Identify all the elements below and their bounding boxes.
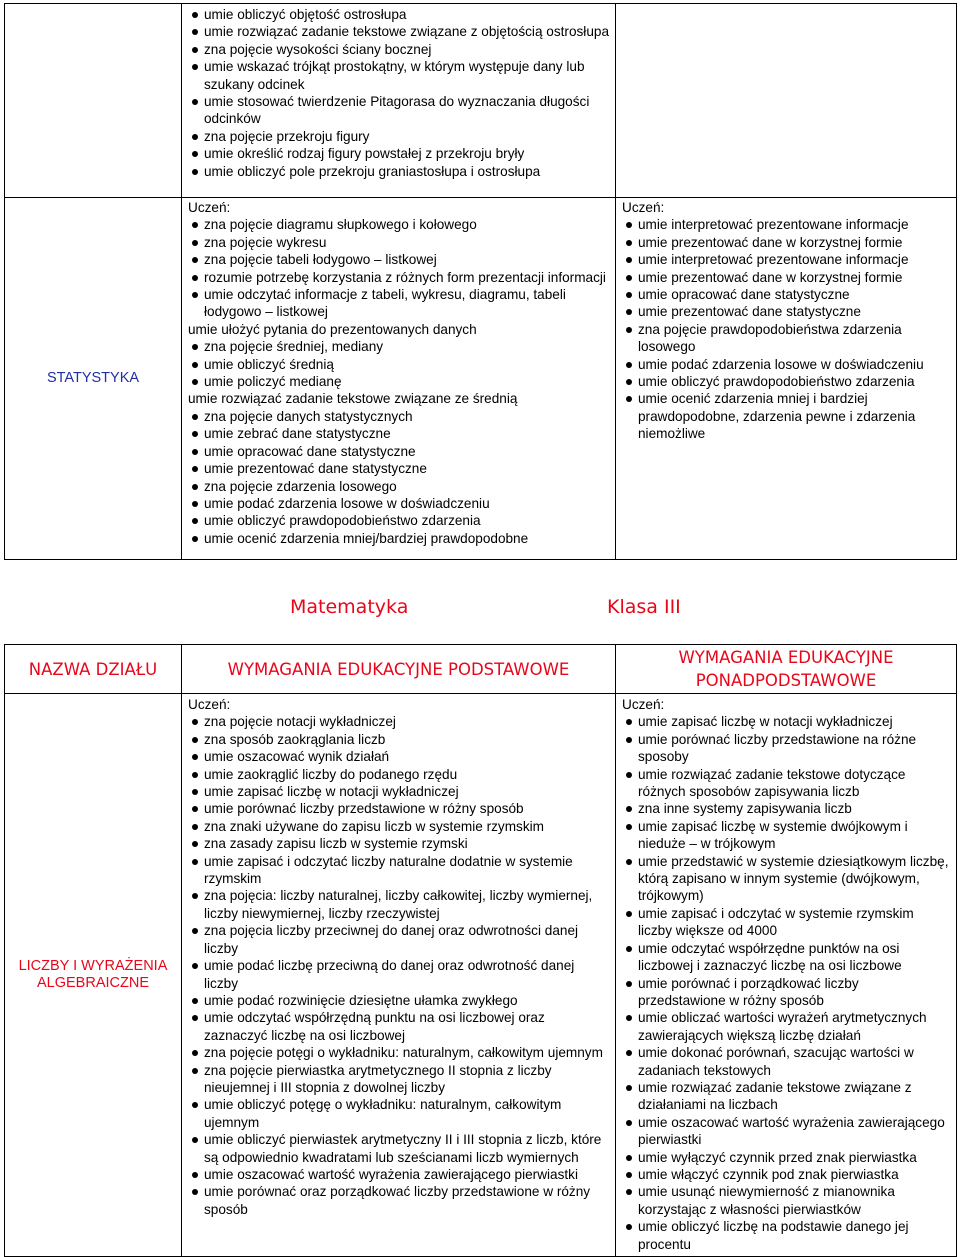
requirement-item: umie interpretować prezentowane informacje [622, 216, 950, 233]
requirement-item: zna pojęcia: liczby naturalnej, liczby całkowitej, liczby wymiernej, liczby niewymiernej, liczby rzeczywistej [188, 887, 609, 922]
requirement-item: umie wskazać trójkąt prostokątny, w którym występuje dany lub szukany odcinek [188, 58, 609, 93]
page-title-row [0, 596, 960, 626]
requirement-item: zna znaki używane do zapisu liczb w systemie rzymskim [188, 818, 609, 835]
requirement-item: umie odczytać współrzędną punktu na osi liczbowej oraz zaznaczyć liczbę na osi liczbowej [188, 1009, 609, 1044]
requirement-item: umie obliczyć prawdopodobieństwo zdarzenia [622, 373, 950, 390]
requirement-item: umie oszacować wartość wyrażenia zawierającego pierwiastki [188, 1166, 609, 1183]
section-label-statystyka [5, 198, 182, 560]
requirement-item: umie zapisać liczbę w systemie dwójkowym i nieduże – w trójkowym [622, 818, 950, 853]
requirement-item: zna zasady zapisu liczb w systemie rzymski [188, 835, 609, 852]
requirement-item: umie rozwiązać zadanie tekstowe związane z działaniami na liczbach [622, 1079, 950, 1114]
requirement-item: umie obliczyć średnią [188, 356, 609, 373]
requirement-item: rozumie potrzebę korzystania z różnych form prezentacji informacji [188, 269, 609, 286]
requirement-item: zna pojęcie przekroju figury [188, 128, 609, 145]
requirement-item: umie porównać liczby przedstawione w różny sposób [188, 800, 609, 817]
extended-requirements-list [622, 713, 950, 1253]
requirement-item: umie interpretować prezentowane informacje [622, 251, 950, 268]
requirement-item: umie obliczyć potęgę o wykładniku: naturalnym, całkowitym ujemnym [188, 1096, 609, 1131]
requirement-item: umie oszacować wynik działań [188, 748, 609, 765]
requirement-item: umie zaokrąglić liczby do podanego rzędu [188, 766, 609, 783]
basic-requirements-list [188, 216, 609, 547]
basic-requirements-cell [182, 694, 616, 1257]
student-intro: Uczeń: [622, 697, 665, 712]
requirement-item: umie obliczać wartości wyrażeń arytmetycznych zawierających większą liczbę działań [622, 1009, 950, 1044]
section-name: LICZBY I WYRAŻENIA ALGEBRAICZNE [18, 958, 168, 991]
subject-title: Matematyka [290, 596, 409, 618]
requirement-item: umie porównać liczby przedstawione na różne sposoby [622, 731, 950, 766]
requirement-item: umie policzyć medianę [188, 373, 609, 390]
requirement-item: umie porównać i porządkować liczby przedstawione w różny sposób [622, 975, 950, 1010]
numbers-expressions-table [4, 644, 957, 1257]
requirement-item: umie zapisać liczbę w notacji wykładniczej [188, 783, 609, 800]
requirement-item: umie odczytać informacje z tabeli, wykresu, diagramu, tabeli łodygowo – listkowej [188, 286, 609, 321]
requirement-item: umie wyłączyć czynnik przed znak pierwiastka [622, 1149, 950, 1166]
student-intro: Uczeń: [622, 200, 665, 215]
requirement-item: umie zapisać i odczytać w systemie rzymskim liczby większe od 4000 [622, 905, 950, 940]
requirement-item: umie opracować dane statystyczne [188, 443, 609, 460]
basic-requirements-cell [182, 198, 616, 560]
requirement-item: umie obliczyć prawdopodobieństwo zdarzenia [188, 512, 609, 529]
requirement-item: umie obliczyć pole przekroju graniastosłupa i ostrosłupa [188, 163, 609, 180]
basic-requirements-list [188, 713, 609, 1218]
requirement-item: umie porównać oraz porządkować liczby przedstawione w różny sposób [188, 1183, 609, 1218]
extended-requirements-list [622, 216, 950, 442]
requirement-item: zna pojęcie diagramu słupkowego i kołowego [188, 216, 609, 233]
requirement-item: umie ułożyć pytania do prezentowanych danych [188, 321, 477, 337]
requirement-item: umie odczytać współrzędne punktów na osi liczbowej i zaznaczyć liczbę na osi liczbowe [622, 940, 950, 975]
requirement-item: zna pojęcie pierwiastka arytmetycznego II stopnia z liczby nieujemnej i III stopnia z dowolnej liczby [188, 1062, 609, 1097]
requirement-item: zna inne systemy zapisywania liczb [622, 800, 950, 817]
requirement-item: zna pojęcie średniej, mediany [188, 338, 609, 355]
section-cell-empty [5, 4, 182, 198]
requirement-item: umie dokonać porównań, szacując wartości w zadaniach tekstowych [622, 1044, 950, 1079]
requirement-item: umie przedstawić w systemie dziesiątkowym liczbę, którą zapisano w innym systemie (dwójkowym, trójkowym) [622, 853, 950, 905]
requirement-item: umie rozwiązać zadanie tekstowe związane ze średnią [188, 391, 518, 407]
requirement-item: zna pojęcie zdarzenia losowego [188, 478, 609, 495]
extended-requirements-cell [616, 694, 957, 1257]
requirement-item: umie rozwiązać zadanie tekstowe dotyczące różnych sposobów zapisywania liczb [622, 766, 950, 801]
header-basic-requirements: WYMAGANIA EDUKACYJNE PODSTAWOWE [182, 645, 616, 694]
requirement-item: zna pojęcie notacji wykładniczej [188, 713, 609, 730]
requirement-item: umie prezentować dane statystyczne [188, 460, 609, 477]
extended-requirements-cell [616, 198, 957, 560]
requirement-item: umie prezentować dane statystyczne [622, 303, 950, 320]
requirement-item: umie zebrać dane statystyczne [188, 425, 609, 442]
grade-title: Klasa III [607, 596, 681, 618]
requirement-item: umie rozwiązać zadanie tekstowe związane z objętością ostrosłupa [188, 23, 609, 40]
header-section-name: NAZWA DZIAŁU [5, 645, 182, 694]
requirement-item: umie usunąć niewymierność z mianownika korzystając z własności pierwiastków [622, 1183, 950, 1218]
requirement-item: umie włączyć czynnik pod znak pierwiastka [622, 1166, 950, 1183]
section-label-liczby [5, 694, 182, 1257]
requirement-item: umie obliczyć objętość ostrosłupa [188, 6, 609, 23]
requirement-item: umie ocenić zdarzenia mniej i bardziej prawdopodobne, zdarzenia pewne i zdarzenia niemożliwe [622, 390, 950, 442]
requirement-item: zna pojęcie potęgi o wykładniku: naturalnym, całkowitym ujemnym [188, 1044, 609, 1061]
basic-requirements-list-top [188, 6, 609, 180]
requirement-item: zna pojęcie tabeli łodygowo – listkowej [188, 251, 609, 268]
requirement-item: umie określić rodzaj figury powstałej z przekroju bryły [188, 145, 609, 162]
requirement-item: zna pojęcie danych statystycznych [188, 408, 609, 425]
extended-requirements-cell-top [616, 4, 957, 198]
header-extended-requirements: WYMAGANIA EDUKACYJNE PONADPODSTAWOWE [616, 645, 957, 694]
requirement-item: umie ocenić zdarzenia mniej/bardziej prawdopodobne [188, 530, 609, 547]
requirement-item: zna pojęcia liczby przeciwnej do danej oraz odwrotności danej liczby [188, 922, 609, 957]
requirement-item: umie obliczyć pierwiastek arytmetyczny II i III stopnia z liczb, które są odpowiednio kwadratami lub sześcianami liczb wymiernych [188, 1131, 609, 1166]
statistics-table [4, 3, 957, 560]
requirement-item: umie oszacować wartość wyrażenia zawierającego pierwiastki [622, 1114, 950, 1149]
requirement-item: zna sposób zaokrąglania liczb [188, 731, 609, 748]
requirement-item: umie opracować dane statystyczne [622, 286, 950, 303]
requirement-item: umie zapisać i odczytać liczby naturalne dodatnie w systemie rzymskim [188, 853, 609, 888]
requirement-item: umie podać zdarzenia losowe w doświadczeniu [622, 356, 950, 373]
requirement-item: zna pojęcie prawdopodobieństwa zdarzenia losowego [622, 321, 950, 356]
basic-requirements-cell-top [182, 4, 616, 198]
student-intro: Uczeń: [188, 200, 231, 215]
requirement-item: zna pojęcie wysokości ściany bocznej [188, 41, 609, 58]
requirement-item: umie prezentować dane w korzystnej formie [622, 269, 950, 286]
requirement-item: umie prezentować dane w korzystnej formie [622, 234, 950, 251]
section-name: STATYSTYKA [46, 370, 140, 386]
requirement-item: zna pojęcie wykresu [188, 234, 609, 251]
requirement-item: umie podać zdarzenia losowe w doświadczeniu [188, 495, 609, 512]
requirement-item: umie zapisać liczbę w notacji wykładniczej [622, 713, 950, 730]
student-intro: Uczeń: [188, 697, 231, 712]
requirement-item: umie obliczyć liczbę na podstawie danego jej procentu [622, 1218, 950, 1253]
requirement-item: umie stosować twierdzenie Pitagorasa do wyznaczania długości odcinków [188, 93, 609, 128]
requirement-item: umie podać rozwinięcie dziesiętne ułamka zwykłego [188, 992, 609, 1009]
requirement-item: umie podać liczbę przeciwną do danej oraz odwrotność danej liczby [188, 957, 609, 992]
